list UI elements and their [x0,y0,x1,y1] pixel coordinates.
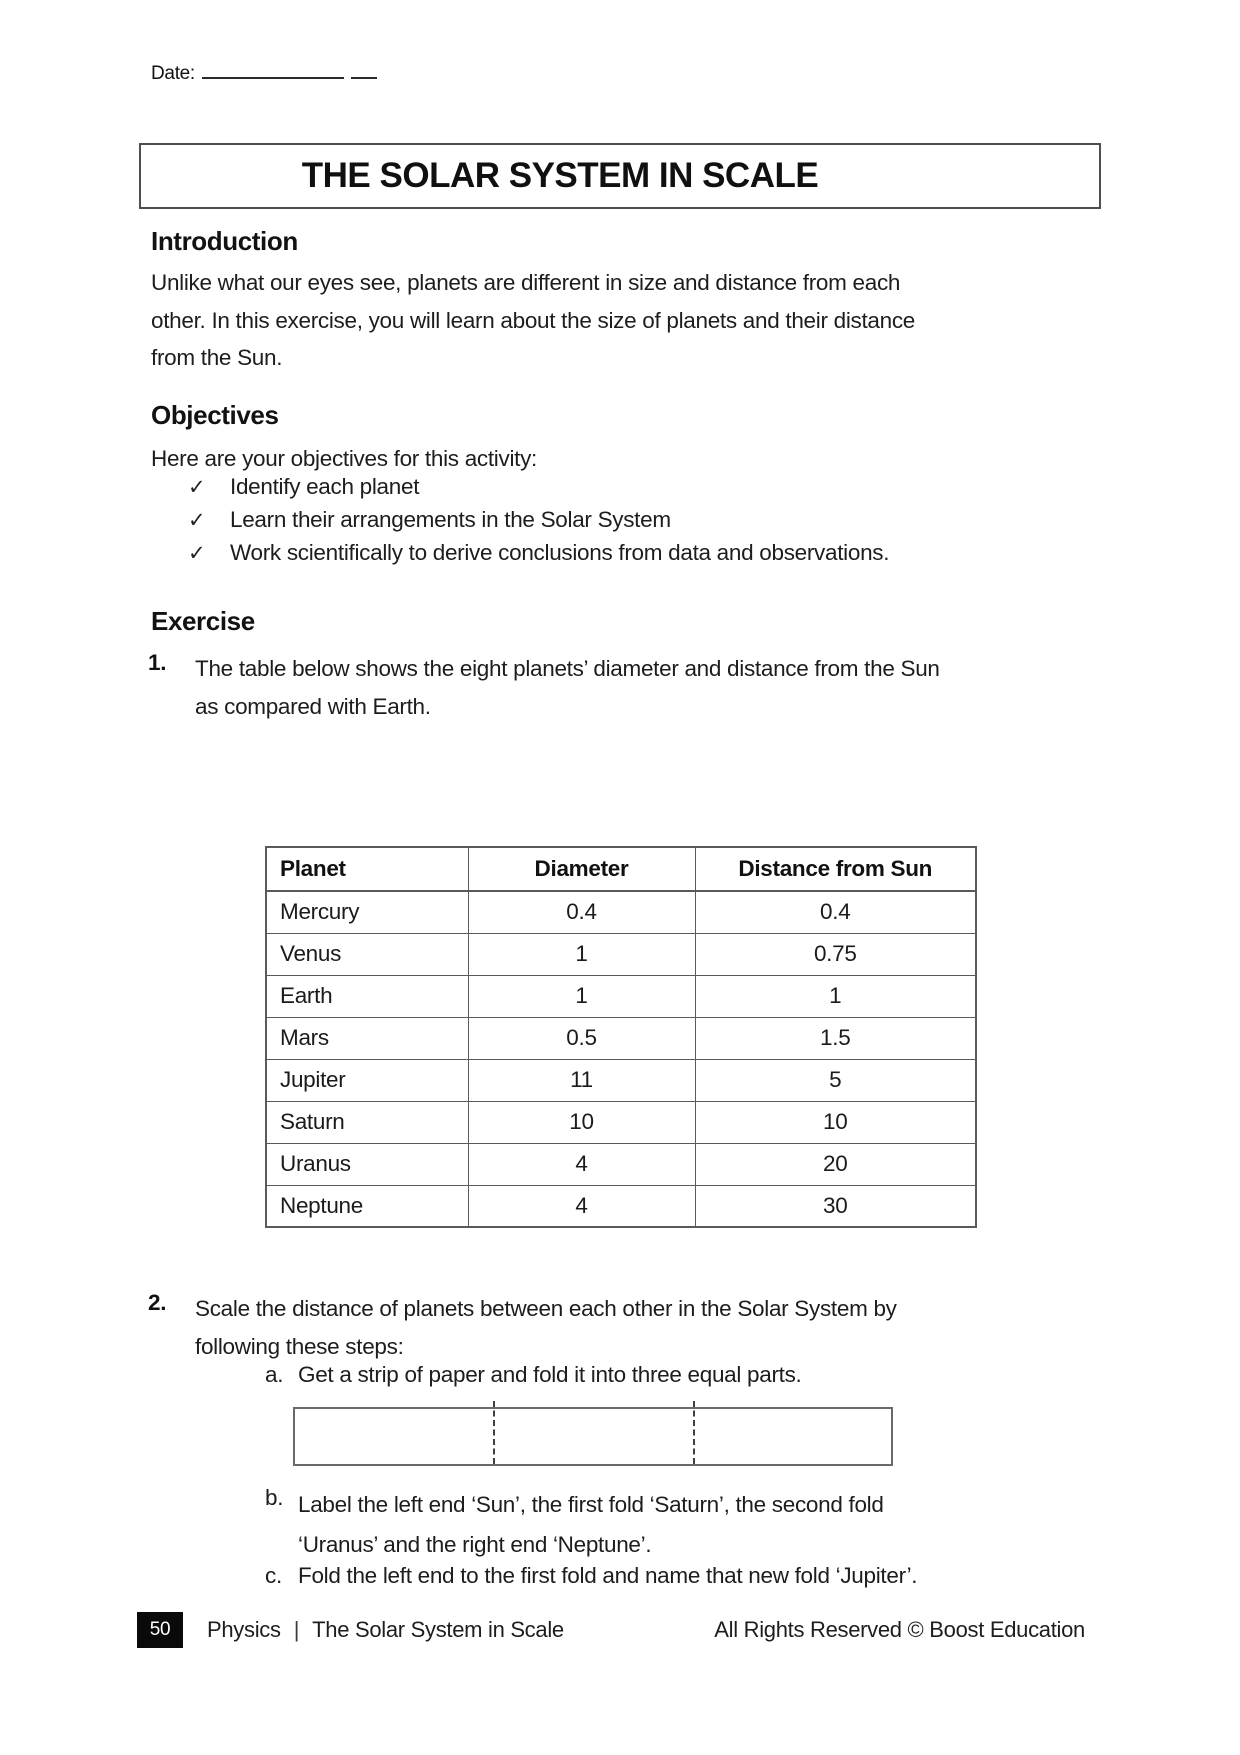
planet-name: Mars [266,1017,468,1059]
planet-distance: 5 [695,1059,976,1101]
planet-diameter: 10 [468,1101,695,1143]
planet-name: Mercury [266,891,468,933]
step-a-text: Get a strip of paper and fold it into three equal parts. [298,1362,802,1387]
planet-diameter: 0.4 [468,891,695,933]
planet-name: Venus [266,933,468,975]
checklist-item [188,540,889,573]
page-number-badge: 50 [137,1612,183,1648]
table-row [266,1185,976,1227]
objectives-lead: Here are your objectives for this activity: [151,446,538,471]
planet-distance: 30 [695,1185,976,1227]
planet-distance: 20 [695,1143,976,1185]
exercise-heading: Exercise [151,606,255,636]
step-c-text: Fold the left end to the first fold and name that new fold ‘Jupiter’. [298,1563,918,1588]
table-row [266,1101,976,1143]
planet-diameter: 1 [468,933,695,975]
checklist-item [188,507,889,540]
item-2-line: following these steps: [195,1333,404,1359]
planet-distance: 0.4 [695,891,976,933]
step-b-line: Label the left end ‘Sun’, the first fold ‘Saturn’, the second fold [298,1492,884,1517]
page-title: THE SOLAR SYSTEM IN SCALE [301,156,819,195]
planet-name: Earth [266,975,468,1017]
check-icon: ✓ [188,509,206,532]
planet-distance: 10 [695,1101,976,1143]
step-b-line: ‘Uranus’ and the right end ‘Neptune’. [298,1532,652,1557]
footer-doc-title [207,1617,564,1643]
fold-line-1 [493,1401,495,1464]
intro-line: other. In this exercise, you will learn about the size of planets and their distance [151,307,916,333]
checklist-item-label: Identify each planet [230,474,420,499]
footer-left [137,1612,564,1648]
fold-line-2 [693,1401,695,1464]
item-1-line: as compared with Earth. [195,693,431,719]
paper-strip-diagram [293,1407,893,1466]
step-a-label: a. [265,1362,284,1387]
checklist-item-label: Learn their arrangements in the Solar System [230,507,671,532]
footer-title: The Solar System in Scale [312,1617,564,1642]
planet-name: Neptune [266,1185,468,1227]
table-row [266,1017,976,1059]
item-2-number: 2. [148,1290,167,1315]
table-header-row [266,847,976,891]
table-row [266,891,976,933]
planet-diameter: 1 [468,975,695,1017]
introduction-paragraph [151,264,915,377]
table-row [266,1143,976,1185]
planet-name: Jupiter [266,1059,468,1101]
introduction-heading: Introduction [151,226,298,256]
col-header-planet: Planet [266,847,468,891]
table-row [266,1059,976,1101]
check-icon: ✓ [188,476,206,499]
checklist-item [188,474,889,507]
item-2-line: Scale the distance of planets between each other in the Solar System by [195,1296,897,1321]
date-blank-line-2 [351,62,377,79]
planet-diameter: 0.5 [468,1017,695,1059]
item-2-text [195,1290,897,1365]
planet-diameter: 11 [468,1059,695,1101]
date-label: Date: [151,63,195,84]
check-icon: ✓ [188,542,206,565]
footer-divider: | [293,1617,300,1642]
planet-distance: 1 [695,975,976,1017]
item-1-text [195,650,940,725]
footer-rights: All Rights Reserved © Boost Education [714,1617,1085,1642]
step-c-label: c. [265,1563,282,1588]
item-1-line: The table below shows the eight planets’ diameter and distance from the Sun [195,656,940,681]
intro-line: Unlike what our eyes see, planets are different in size and distance from each [151,270,901,295]
footer-subject: Physics [207,1617,281,1642]
intro-line: from the Sun. [151,345,283,370]
col-header-diameter: Diameter [468,847,695,891]
date-row [151,62,377,85]
item-1-number: 1. [148,650,167,675]
planet-name: Saturn [266,1101,468,1143]
planets-table [265,846,977,1228]
col-header-distance: Distance from Sun [695,847,976,891]
title-box [139,143,1101,209]
date-blank-line [202,62,344,79]
checklist-item-label: Work scientifically to derive conclusions from data and observations. [230,540,890,565]
planet-diameter: 4 [468,1143,695,1185]
objectives-checklist [188,474,889,573]
step-b-text [298,1485,884,1565]
table-row [266,933,976,975]
table-row [266,975,976,1017]
planet-name: Uranus [266,1143,468,1185]
planet-distance: 0.75 [695,933,976,975]
planet-diameter: 4 [468,1185,695,1227]
planet-distance: 1.5 [695,1017,976,1059]
objectives-heading: Objectives [151,400,279,430]
step-b-label: b. [265,1485,284,1510]
